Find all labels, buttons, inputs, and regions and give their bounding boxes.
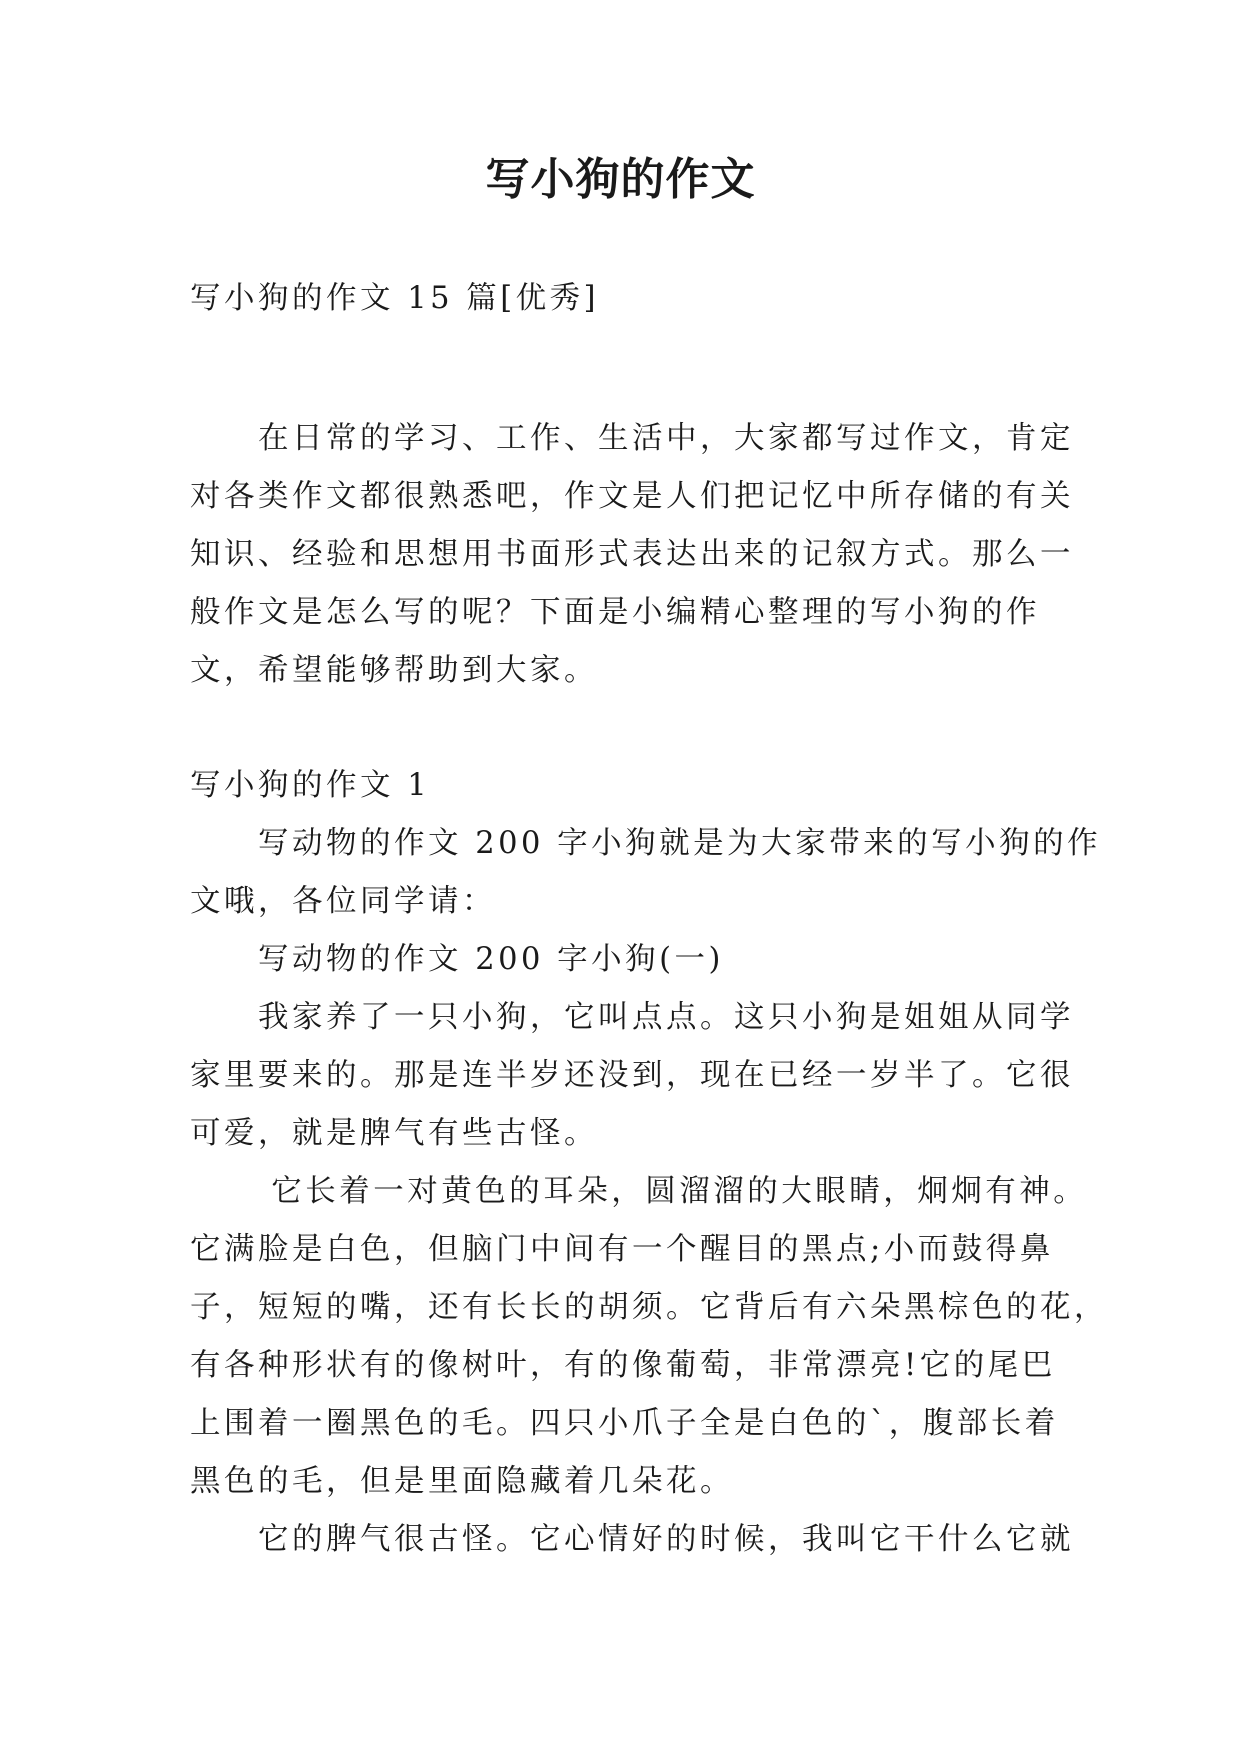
body-line: 上围着一圈黑色的毛。四只小爪子全是白色的`，腹部长着 bbox=[190, 1406, 1059, 1441]
essay-body bbox=[190, 815, 1108, 1569]
body-line: 写动物的作文 200 字小狗就是为大家带来的写小狗的作 bbox=[190, 826, 1102, 861]
intro-line: 在日常的学习、工作、生活中，大家都写过作文，肯定 bbox=[190, 421, 1074, 456]
body-line: 子，短短的嘴，还有长长的胡须。它背后有六朵黑棕色的花， bbox=[190, 1290, 1108, 1325]
body-line: 它满脸是白色，但脑门中间有一个醒目的黑点;小而鼓得鼻 bbox=[190, 1232, 1054, 1267]
body-line: 它长着一对黄色的耳朵，圆溜溜的大眼睛，炯炯有神。 bbox=[190, 1174, 1088, 1209]
intro-line: 文，希望能够帮助到大家。 bbox=[190, 653, 598, 688]
document-title: 写小狗的作文 bbox=[485, 154, 756, 205]
body-line: 我家养了一只小狗，它叫点点。这只小狗是姐姐从同学 bbox=[190, 1000, 1074, 1035]
body-line: 文哦，各位同学请： bbox=[190, 884, 496, 919]
body-line: 有各种形状有的像树叶，有的像葡萄，非常漂亮!它的尾巴 bbox=[190, 1348, 1056, 1383]
intro-line: 知识、经验和思想用书面形式表达出来的记叙方式。那么一 bbox=[190, 537, 1074, 572]
document-subtitle: 写小狗的作文 15 篇[优秀] bbox=[190, 281, 599, 316]
intro-paragraph bbox=[190, 410, 1074, 700]
body-line: 家里要来的。那是连半岁还没到，现在已经一岁半了。它很 bbox=[190, 1058, 1074, 1093]
body-line: 写动物的作文 200 字小狗(一) bbox=[190, 942, 724, 977]
intro-line: 般作文是怎么写的呢？下面是小编精心整理的写小狗的作 bbox=[190, 595, 1040, 630]
body-line: 它的脾气很古怪。它心情好的时候，我叫它干什么它就 bbox=[190, 1522, 1074, 1557]
intro-line: 对各类作文都很熟悉吧，作文是人们把记忆中所存储的有关 bbox=[190, 479, 1074, 514]
section-heading: 写小狗的作文 1 bbox=[190, 768, 431, 803]
body-line: 黑色的毛，但是里面隐藏着几朵花。 bbox=[190, 1464, 734, 1499]
body-line: 可爱，就是脾气有些古怪。 bbox=[190, 1116, 598, 1151]
